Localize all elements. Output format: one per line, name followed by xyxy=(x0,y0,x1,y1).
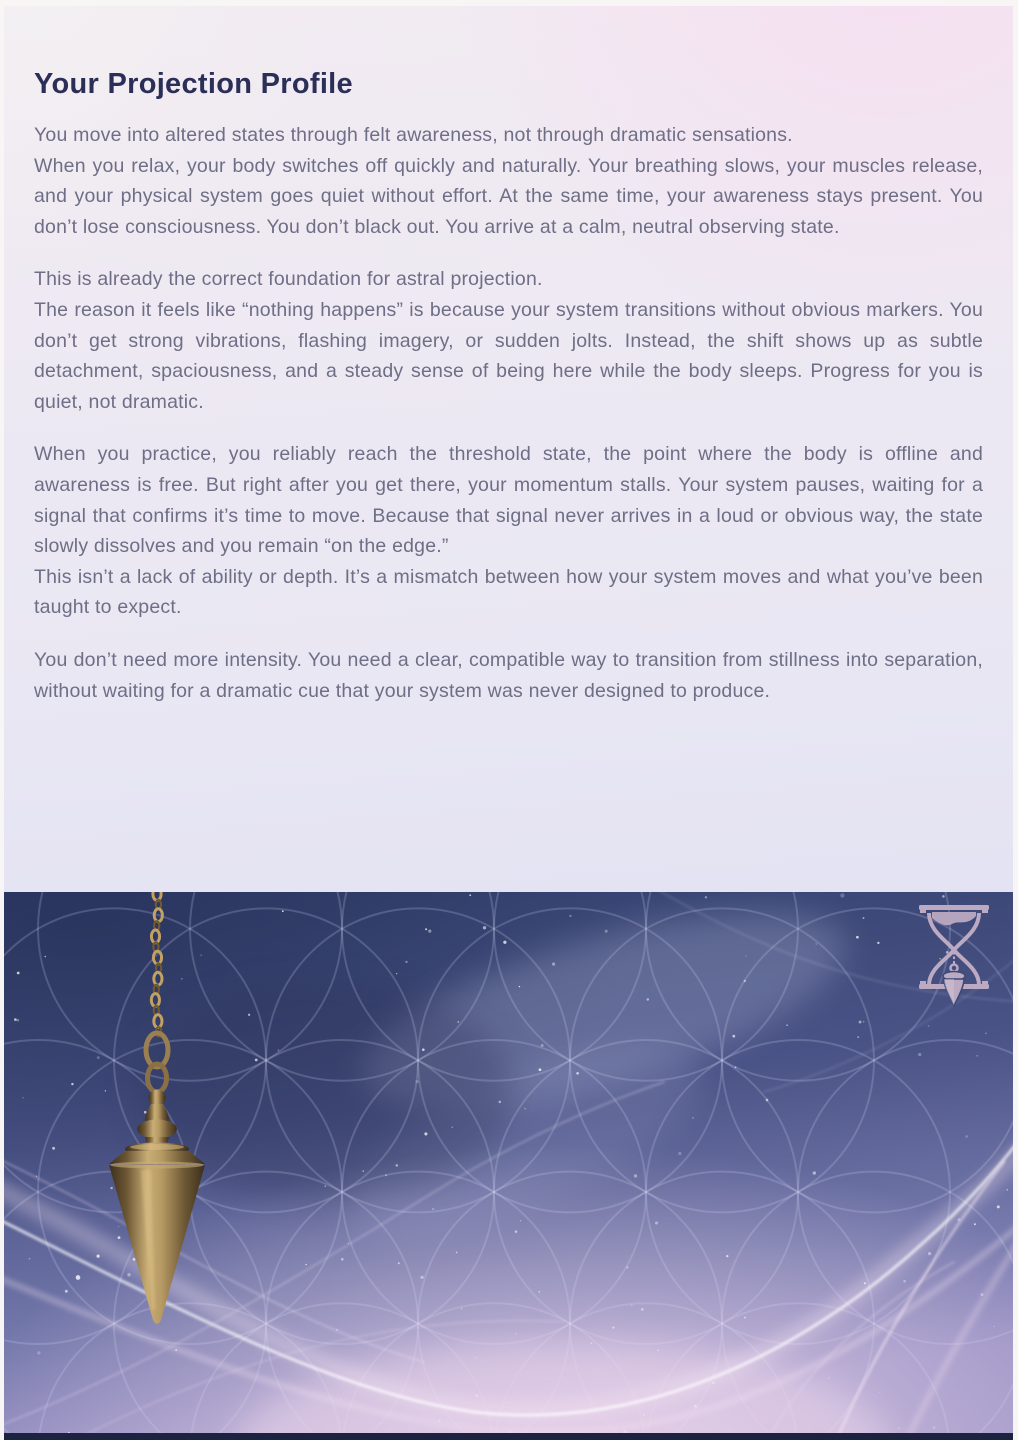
article xyxy=(4,6,1013,706)
body-paragraph: You move into altered states through felt awareness, not through dramatic sensations. When you relax, your body switches off quickly and naturally. Your breathing slows, your muscles release, and your physical system goes quiet without effort. At the same time, your awareness stays present. You don’t lose consciousness. You don’t black out. You arrive at a calm, neutral observing state. xyxy=(34,124,983,238)
report-page xyxy=(4,6,1013,1440)
hero-illustration xyxy=(4,892,1013,1440)
body-paragraph: When you practice, you reliably reach the threshold state, the point where the body is offline and awareness is free. But right after you get there, your momentum stalls. Your system pauses, waiting for a signal that confirms it’s time to move. Because that signal never arrives in a loud or obvious way, the state slowly dissolves and you remain “on the edge.” This isn’t a lack of ability or depth. It’s a mismatch between how your system moves and what you’ve been taught to expect. xyxy=(34,443,983,619)
body-paragraph: You don’t need more intensity. You need a clear, compatible way to transition from stillness into separation, without waiting for a dramatic cue that your system was never designed to produce. xyxy=(34,648,983,702)
page-title: Your Projection Profile xyxy=(34,68,353,100)
hero-bottom-edge xyxy=(4,1433,1013,1440)
body-paragraph: This is already the correct foundation for astral projection. The reason it feels like “nothing happens” is because your system transitions without obvious markers. You don’t get strong vibrations, flashing imagery, or sudden jolts. Instead, the shift shows up as subtle detachment, spaciousness, and a steady sense of being here while the body sleeps. Progress for you is quiet, not dramatic. xyxy=(34,268,983,413)
body-text xyxy=(34,120,983,706)
hero-image xyxy=(4,892,1013,1440)
